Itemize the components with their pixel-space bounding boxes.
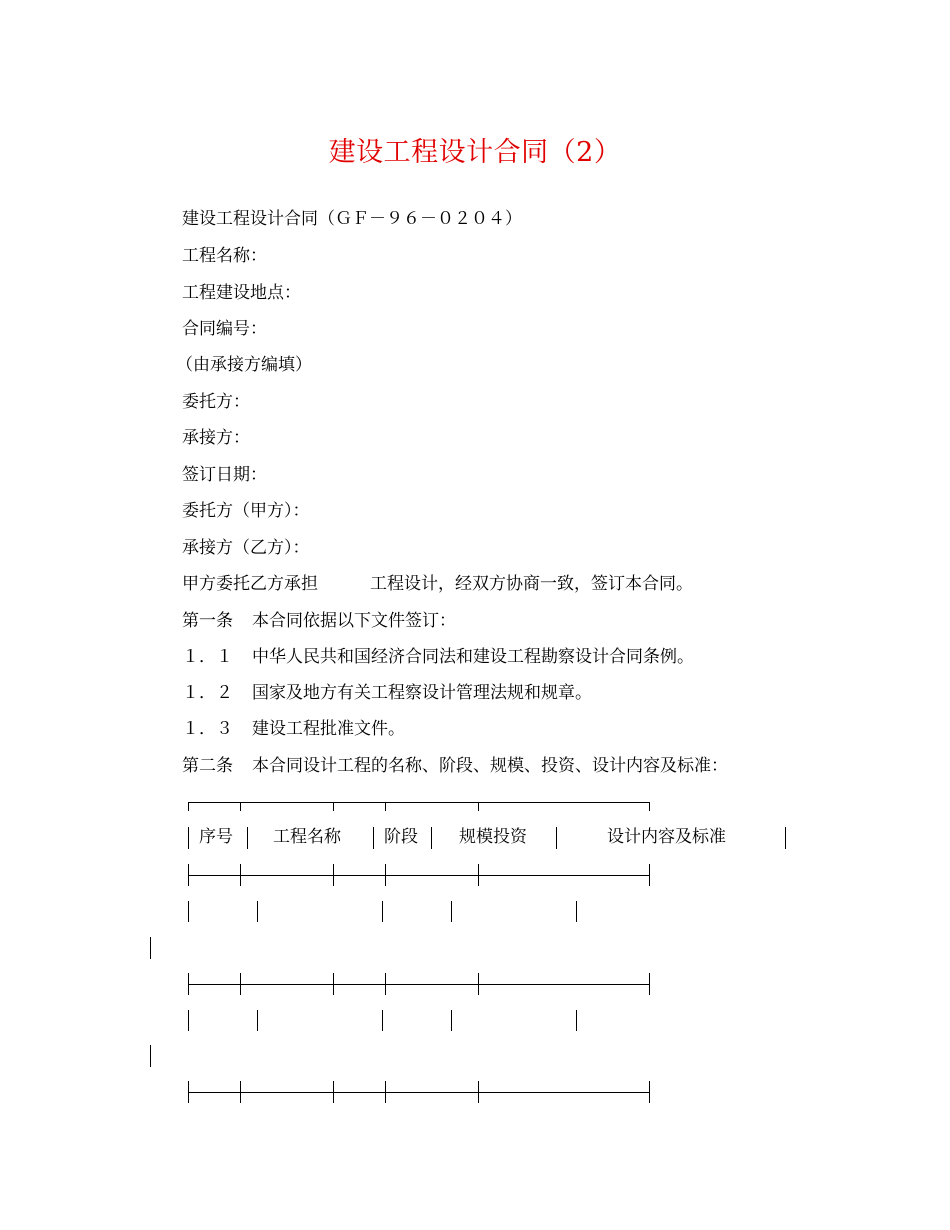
table-divider [451,1010,452,1031]
table-cross [333,864,334,886]
party-b-label: 承接方（乙方）： [182,538,310,558]
table-divider [785,827,786,849]
table-tick [333,802,334,811]
table-divider [247,827,248,849]
table-divider [451,901,452,922]
table-cross [188,973,189,995]
contract-number-label: 合同编号： [182,319,267,339]
article-2-label: 第二条 [182,756,233,776]
table-cross [240,1081,241,1103]
project-location-label: 工程建设地点： [182,283,301,303]
table-cross [649,864,650,886]
table-divider [257,1010,258,1031]
table-divider [188,827,189,849]
article-1 [182,609,456,633]
table-cross [188,1081,189,1103]
header-stage: 阶段 [384,827,418,847]
article-1-text: 本合同依据以下文件签订： [252,611,456,631]
project-name-label: 工程名称： [182,246,267,266]
table-row-border [188,984,650,985]
table-cross [649,1081,650,1103]
article-1-label: 第一条 [182,611,233,631]
table-divider [188,1010,189,1031]
header-design-content: 设计内容及标准 [607,827,726,847]
table-cross [478,864,479,886]
table-cross [333,973,334,995]
table-divider [576,901,577,922]
table-tick [240,802,241,811]
header-seq: 序号 [199,827,233,847]
table-divider [150,937,151,959]
item-1-1 [182,645,694,669]
table-divider [257,901,258,922]
article-2-text: 本合同设计工程的名称、阶段、规模、投资、设计内容及标准： [252,756,728,776]
table-divider [382,1010,383,1031]
header-scale-investment: 规模投资 [459,827,527,847]
item-number: １．１ [182,647,233,667]
contract-number-note: （由承接方编填） [176,355,312,375]
table-cross [240,973,241,995]
table-cross [478,973,479,995]
clause-intro-a: 甲方委托乙方承担 [182,574,318,594]
document-title: 建设工程设计合同（2） [328,137,622,168]
clause-intro [182,572,693,596]
table-divider [556,827,557,849]
table-tick [478,802,479,811]
table-cross [240,864,241,886]
table-divider [188,901,189,922]
item-number: １．２ [182,683,233,703]
table-row-border [188,875,650,876]
table-cross [385,973,386,995]
item-1-2 [182,681,592,705]
article-2 [182,754,728,778]
table-cross [385,864,386,886]
table-divider [576,1010,577,1031]
item-1-3 [182,717,405,741]
header-project-name: 工程名称 [273,827,341,847]
contractor-label: 承接方： [182,428,250,448]
table-cross [478,1081,479,1103]
table-row-border [188,1092,650,1093]
table-tick [385,802,386,811]
item-text: 中华人民共和国经济合同法和建设工程勘察设计合同条例。 [252,647,694,667]
table-tick [188,802,189,811]
client-label: 委托方： [182,392,250,412]
table-divider [150,1045,151,1067]
contract-code-line: 建设工程设计合同（ＧＦ－９６－０２０４） [182,209,522,229]
item-text: 建设工程批准文件。 [252,719,405,739]
party-a-label: 委托方（甲方）： [182,501,310,521]
table-cross [385,1081,386,1103]
table-cross [333,1081,334,1103]
table-divider [382,901,383,922]
table-tick [649,802,650,811]
clause-intro-b: 工程设计，经双方协商一致，签订本合同。 [370,574,693,594]
table-divider [373,827,374,849]
table-top-border [188,802,650,803]
item-number: １．３ [182,719,233,739]
table-cross [649,973,650,995]
table-divider [431,827,432,849]
item-text: 国家及地方有关工程察设计管理法规和规章。 [252,683,592,703]
sign-date-label: 签订日期： [182,465,267,485]
table-cross [188,864,189,886]
